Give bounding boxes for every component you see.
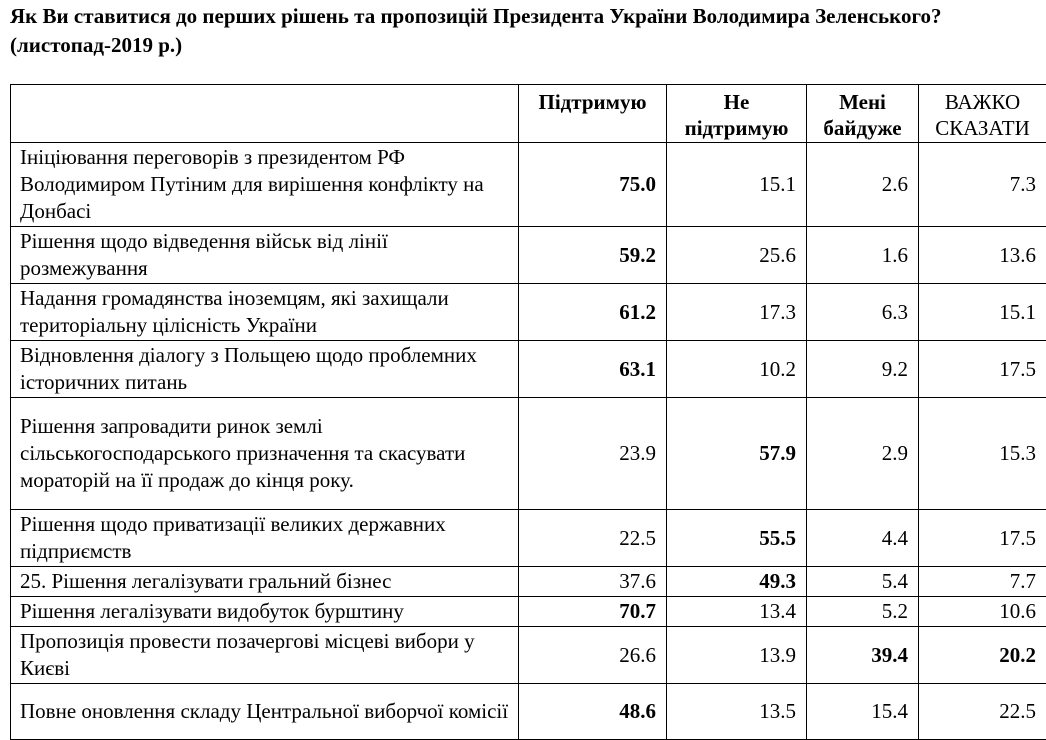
cell-support: 59.2 (519, 227, 667, 284)
cell-hard-to-say: 17.5 (919, 341, 1046, 398)
cell-hard-to-say: 20.2 (919, 627, 1046, 684)
cell-hard-to-say: 7.3 (919, 143, 1046, 227)
table-row (11, 143, 1046, 227)
table-row (11, 227, 1046, 284)
cell-indifferent: 9.2 (807, 341, 919, 398)
cell-indifferent: 1.6 (807, 227, 919, 284)
cell-indifferent: 2.6 (807, 143, 919, 227)
cell-indifferent: 6.3 (807, 284, 919, 341)
cell-hard-to-say: 10.6 (919, 597, 1046, 627)
table-row (11, 684, 1046, 740)
cell-indifferent: 5.2 (807, 597, 919, 627)
row-label: Відновлення діалогу з Польщею щодо проблемних історичних питань (11, 341, 519, 398)
cell-not-support: 15.1 (667, 143, 807, 227)
cell-support: 75.0 (519, 143, 667, 227)
cell-indifferent: 4.4 (807, 510, 919, 567)
table-row (11, 284, 1046, 341)
table-row (11, 510, 1046, 567)
cell-support: 70.7 (519, 597, 667, 627)
cell-support: 37.6 (519, 567, 667, 597)
cell-not-support: 55.5 (667, 510, 807, 567)
page-title: Як Ви ставитися до перших рішень та пропозицій Президента України Володимира Зеленського? (листопад-2019 р.) (10, 2, 1040, 60)
column-header-indifferent: Мені байдуже (807, 85, 919, 143)
cell-hard-to-say: 22.5 (919, 684, 1046, 740)
table-row (11, 627, 1046, 684)
row-label: 25. Рішення легалізувати гральний бізнес (11, 567, 519, 597)
row-label: Надання громадянства іноземцям, які захищали територіальну цілісність України (11, 284, 519, 341)
cell-support: 63.1 (519, 341, 667, 398)
cell-support: 23.9 (519, 398, 667, 510)
cell-indifferent: 5.4 (807, 567, 919, 597)
cell-hard-to-say: 15.3 (919, 398, 1046, 510)
cell-support: 48.6 (519, 684, 667, 740)
cell-hard-to-say: 13.6 (919, 227, 1046, 284)
cell-not-support: 17.3 (667, 284, 807, 341)
row-label: Рішення запровадити ринок землі сільськогосподарського призначення та скасувати мораторій на її продаж до кінця року. (11, 398, 519, 510)
row-label: Рішення щодо відведення військ від лінії розмежування (11, 227, 519, 284)
column-header-hard-to-say: ВАЖКО СКАЗАТИ (919, 85, 1046, 143)
row-label: Рішення легалізувати видобуток бурштину (11, 597, 519, 627)
cell-support: 61.2 (519, 284, 667, 341)
survey-table (10, 84, 1046, 740)
column-header-not-support: Не підтримую (667, 85, 807, 143)
table-row (11, 597, 1046, 627)
cell-not-support: 49.3 (667, 567, 807, 597)
header-corner (11, 85, 519, 143)
cell-not-support: 57.9 (667, 398, 807, 510)
column-header-support: Підтримую (519, 85, 667, 143)
cell-not-support: 25.6 (667, 227, 807, 284)
cell-indifferent: 15.4 (807, 684, 919, 740)
row-label: Рішення щодо приватизації великих державних підприємств (11, 510, 519, 567)
cell-indifferent: 39.4 (807, 627, 919, 684)
cell-not-support: 13.5 (667, 684, 807, 740)
cell-hard-to-say: 15.1 (919, 284, 1046, 341)
header-row (11, 85, 1046, 143)
row-label: Ініціювання переговорів з президентом РФ Володимиром Путіним для вирішення конфлікту на Донбасі (11, 143, 519, 227)
row-label: Пропозиція провести позачергові місцеві вибори у Києві (11, 627, 519, 684)
cell-not-support: 13.9 (667, 627, 807, 684)
cell-hard-to-say: 7.7 (919, 567, 1046, 597)
cell-support: 26.6 (519, 627, 667, 684)
cell-hard-to-say: 17.5 (919, 510, 1046, 567)
table-row (11, 567, 1046, 597)
table-row (11, 341, 1046, 398)
row-label: Повне оновлення складу Центральної виборчої комісії (11, 684, 519, 740)
cell-indifferent: 2.9 (807, 398, 919, 510)
cell-support: 22.5 (519, 510, 667, 567)
table-row (11, 398, 1046, 510)
cell-not-support: 13.4 (667, 597, 807, 627)
cell-not-support: 10.2 (667, 341, 807, 398)
